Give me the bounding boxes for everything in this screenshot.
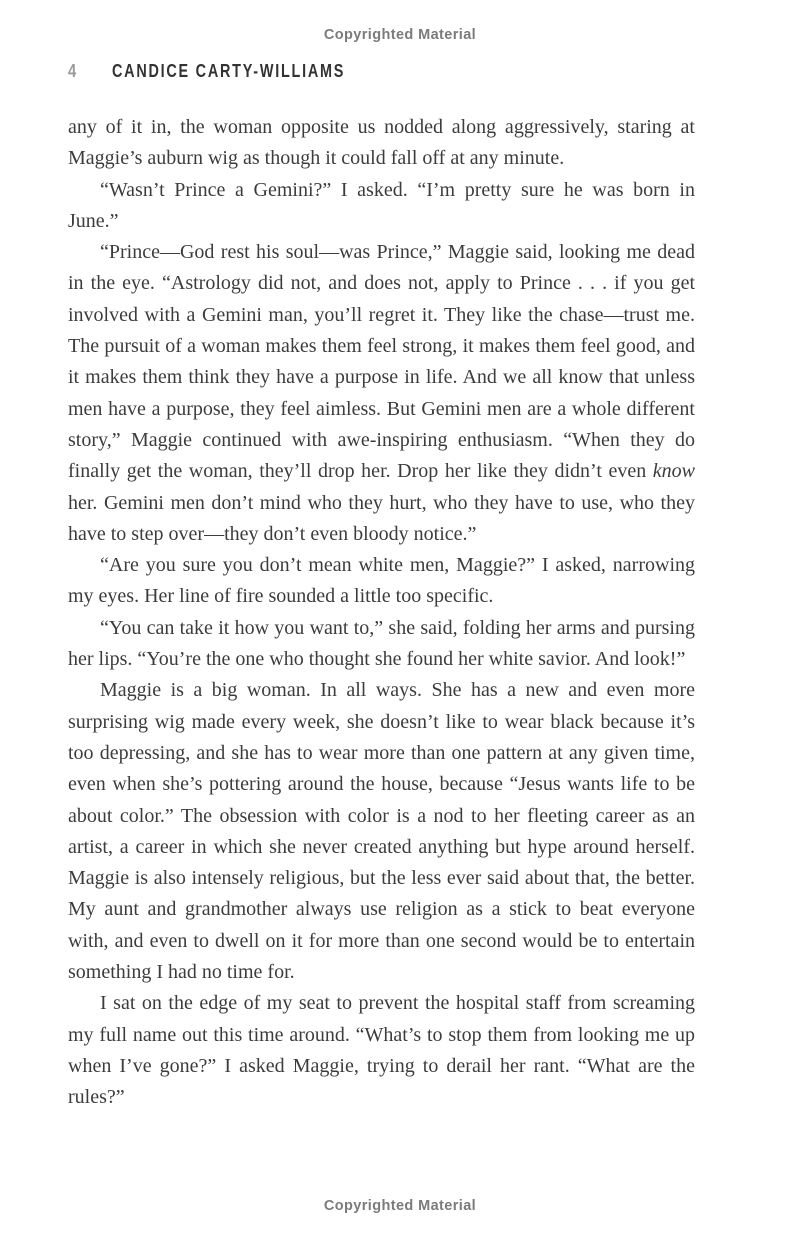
paragraph: [68, 988, 695, 1113]
running-header-author: CANDICE CARTY-WILLIAMS: [112, 61, 346, 81]
paragraph: [68, 175, 695, 238]
text-segment: “Prince—God rest his soul—was Prince,” Maggie said, looking me dead in the eye. “Astrology did not, and does not, apply to Prince . . . if you get involved with a Gemini man, you’ll regret it. They like the chase—trust me. The pursuit of a woman makes them feel strong, it makes them feel good, and it makes them think they have a purpose in life. And we all know that unless men have a purpose, they feel aimless. But Gemini men are a whole different story,” Maggie continued with awe-inspiring enthusiasm. “When they do finally get the woman, they’ll drop her. Drop her like they didn’t even: [68, 241, 695, 483]
page-number: 4: [68, 61, 77, 81]
running-header: [68, 61, 404, 82]
italic-text-segment: know: [652, 460, 695, 483]
text-segment: “You can take it how you want to,” she said, folding her arms and pursing her lips. “You’re the one who thought she found her white savior. And look!”: [68, 616, 695, 671]
text-segment: any of it in, the woman opposite us nodded along aggressively, staring at Maggie’s auburn wig as though it could fall off at any minute.: [68, 116, 695, 170]
body-text: [68, 112, 695, 1114]
paragraph: [68, 237, 695, 550]
text-segment: I sat on the edge of my seat to prevent the hospital staff from screaming my full name out this time around. “What’s to stop them from looking me up when I’ve gone?” I asked Maggie, trying to derail her rant. “What are the rules?”: [68, 992, 695, 1109]
paragraph: [68, 550, 695, 613]
text-segment: her. Gemini men don’t mind who they hurt, who they have to use, who they have to step over—they don’t even bloody notice.”: [68, 491, 695, 545]
paragraph: [68, 112, 695, 175]
text-segment: Maggie is a big woman. In all ways. She has a new and even more surprising wig made every week, she doesn’t like to wear black because it’s too depressing, and she has to wear more than one pattern at any given time, even when she’s pottering around the house, because “Jesus wants life to be about color.” The obsession with color is a nod to her fleeting career as an artist, a career in which she never created anything but hype around herself. Maggie is also intensely religious, but the less ever said about that, the better. My aunt and grandmother always use religion as a stick to beat everyone with, and even to dwell on it for more than one second would be to entertain something I had no time for.: [68, 679, 695, 984]
text-segment: “Wasn’t Prince a Gemini?” I asked. “I’m pretty sure he was born in June.”: [68, 178, 695, 232]
copyright-notice-top: Copyrighted Material: [323, 27, 477, 43]
paragraph: [68, 675, 695, 988]
copyright-notice-bottom: Copyrighted Material: [323, 1198, 477, 1214]
paragraph: [68, 613, 695, 676]
text-segment: “Are you sure you don’t mean white men, Maggie?” I asked, narrowing my eyes. Her line of fire sounded a little too specific.: [68, 554, 695, 608]
